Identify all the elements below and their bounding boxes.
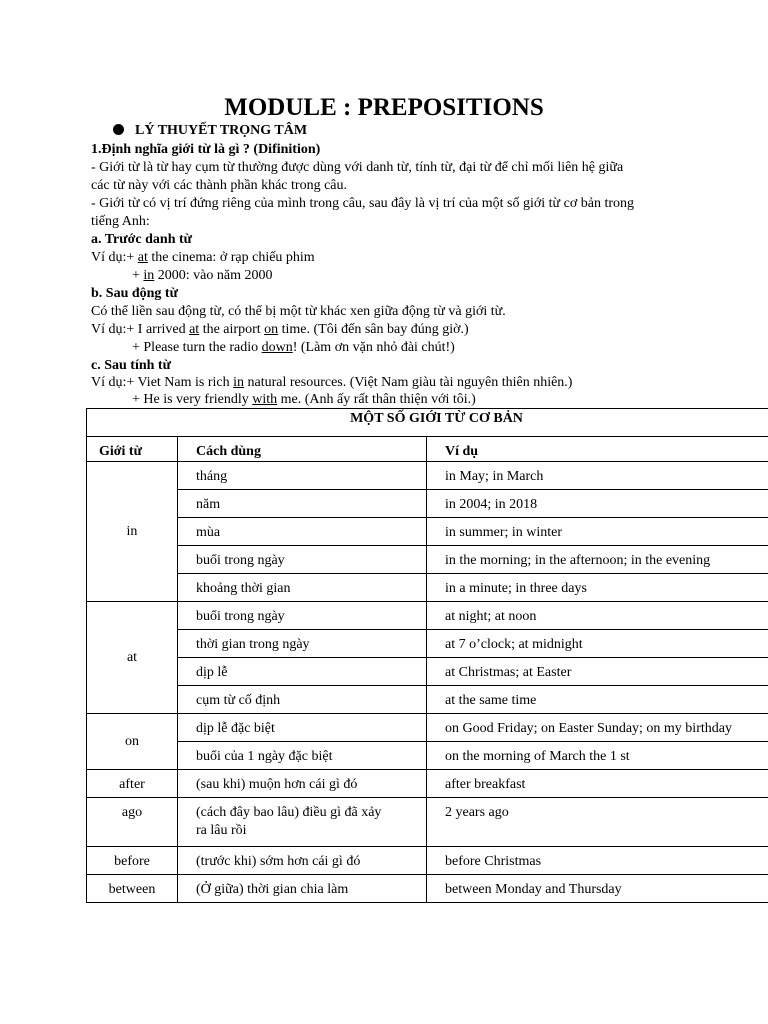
example-cell: on Good Friday; on Easter Sunday; on my birthday xyxy=(427,714,768,742)
table-row xyxy=(87,546,768,574)
before-noun-heading: a. Trước danh từ xyxy=(91,232,193,247)
usage-cell: năm xyxy=(178,490,427,518)
usage-cell: buổi trong ngày xyxy=(178,602,427,630)
example-text: Ví dụ:+ Viet Nam is rich xyxy=(91,375,234,390)
example-text: 2000: vào năm 2000 xyxy=(154,268,273,283)
preposition-cell: between xyxy=(87,875,178,903)
example-line xyxy=(91,321,469,339)
table-row xyxy=(87,462,768,490)
definition-text: tiếng Anh: xyxy=(91,214,150,229)
page-title: MODULE : PREPOSITIONS xyxy=(224,94,544,121)
example-cell: in the morning; in the afternoon; in the evening xyxy=(427,546,768,574)
column-header: Ví dụ xyxy=(427,437,768,462)
example-text: the cinema: ở rạp chiếu phim xyxy=(147,250,315,265)
usage-cell: mùa xyxy=(178,518,427,546)
table-row xyxy=(87,875,768,903)
after-verb-note: Có thể liền sau động từ, có thể bị một từ khác xen giữa động từ và giới từ. xyxy=(91,304,506,319)
table-row xyxy=(87,490,768,518)
example-cell: 2 years ago xyxy=(427,798,768,847)
after-adjective-heading: c. Sau tính từ xyxy=(91,358,171,373)
table-row xyxy=(87,847,768,875)
definition-heading: 1.Định nghĩa giới từ là gì ? (Difinition) xyxy=(91,142,321,157)
bullet-icon xyxy=(113,124,124,135)
usage-cell: dịp lễ đặc biệt xyxy=(178,714,427,742)
usage-cell: cụm từ cố định xyxy=(178,686,427,714)
table-caption: MỘT SỐ GIỚI TỪ CƠ BẢN xyxy=(87,409,768,437)
definition-text: các từ này với các thành phần khác trong câu. xyxy=(91,178,347,193)
table-row xyxy=(87,798,768,847)
preposition-cell: in xyxy=(87,462,178,602)
example-cell: at the same time xyxy=(427,686,768,714)
example-text: Ví dụ:+ I arrived xyxy=(91,322,190,337)
usage-text: (cách đây bao lâu) điều gì đã xảy xyxy=(196,805,382,820)
example-line xyxy=(91,249,315,267)
table-row xyxy=(87,686,768,714)
example-text: me. (Anh ấy rất thân thiện với tôi.) xyxy=(277,392,476,407)
usage-cell: tháng xyxy=(178,462,427,490)
usage-cell: (Ở giữa) thời gian chia làm xyxy=(178,875,427,903)
preposition-word: at xyxy=(189,322,200,337)
table-header-row xyxy=(87,437,768,462)
preposition-cell: on xyxy=(87,714,178,770)
usage-cell xyxy=(178,798,427,847)
example-text: + xyxy=(132,268,144,283)
preposition-word: on xyxy=(264,322,279,337)
example-text: ! (Làm ơn vặn nhỏ đài chút!) xyxy=(292,340,455,355)
table-row xyxy=(87,714,768,742)
usage-cell: (sau khi) muộn hơn cái gì đó xyxy=(178,770,427,798)
column-header: Giới từ xyxy=(87,437,178,462)
definition-text: - Giới từ có vị trí đứng riêng của mình trong câu, sau đây là vị trí của một số giới từ cơ bản trong xyxy=(91,196,635,211)
example-cell: after breakfast xyxy=(427,770,768,798)
prepositions-table xyxy=(86,408,768,903)
table-row xyxy=(87,630,768,658)
preposition-cell: before xyxy=(87,847,178,875)
preposition-word: with xyxy=(252,392,278,407)
example-cell: in 2004; in 2018 xyxy=(427,490,768,518)
usage-cell: (trước khi) sớm hơn cái gì đó xyxy=(178,847,427,875)
usage-cell: dịp lễ xyxy=(178,658,427,686)
example-text: + Please turn the radio xyxy=(132,340,262,355)
usage-cell: buổi của 1 ngày đặc biệt xyxy=(178,742,427,770)
example-line xyxy=(132,391,476,409)
usage-cell: thời gian trong ngày xyxy=(178,630,427,658)
example-cell: in a minute; in three days xyxy=(427,574,768,602)
table-row xyxy=(87,602,768,630)
preposition-word: in xyxy=(233,375,245,390)
preposition-cell: after xyxy=(87,770,178,798)
example-cell: in summer; in winter xyxy=(427,518,768,546)
usage-cell: buổi trong ngày xyxy=(178,546,427,574)
preposition-word: in xyxy=(143,268,155,283)
table-row xyxy=(87,658,768,686)
example-cell: in May; in March xyxy=(427,462,768,490)
example-line xyxy=(132,339,455,357)
example-text: time. (Tôi đến sân bay đúng giờ.) xyxy=(278,322,469,337)
table-row xyxy=(87,574,768,602)
preposition-cell: ago xyxy=(87,798,178,847)
example-cell: on the morning of March the 1 st xyxy=(427,742,768,770)
column-header: Cách dùng xyxy=(178,437,427,462)
example-cell: at 7 o’clock; at midnight xyxy=(427,630,768,658)
section-heading: LÝ THUYẾT TRỌNG TÂM xyxy=(135,123,308,138)
example-text: Ví dụ:+ xyxy=(91,250,138,265)
example-cell: at night; at noon xyxy=(427,602,768,630)
table-row xyxy=(87,770,768,798)
preposition-word: at xyxy=(137,250,148,265)
example-text: + He is very friendly xyxy=(132,392,253,407)
example-text: the airport xyxy=(199,322,265,337)
preposition-word: down xyxy=(261,340,293,355)
example-text: natural resources. (Việt Nam giàu tài nguyên thiên nhiên.) xyxy=(244,375,573,390)
definition-text: - Giới từ là từ hay cụm từ thường được dùng với danh từ, tính từ, đại từ để chỉ mối liên hệ giữa xyxy=(91,160,624,175)
preposition-cell: at xyxy=(87,602,178,714)
table-row xyxy=(87,518,768,546)
after-verb-heading: b. Sau động từ xyxy=(91,286,178,301)
example-cell: at Christmas; at Easter xyxy=(427,658,768,686)
table-row xyxy=(87,742,768,770)
example-cell: between Monday and Thursday xyxy=(427,875,768,903)
example-line xyxy=(91,374,572,392)
example-cell: before Christmas xyxy=(427,847,768,875)
table-caption-row xyxy=(87,409,768,437)
usage-text: ra lâu rồi xyxy=(196,823,247,838)
example-line xyxy=(132,267,273,285)
usage-cell: khoảng thời gian xyxy=(178,574,427,602)
